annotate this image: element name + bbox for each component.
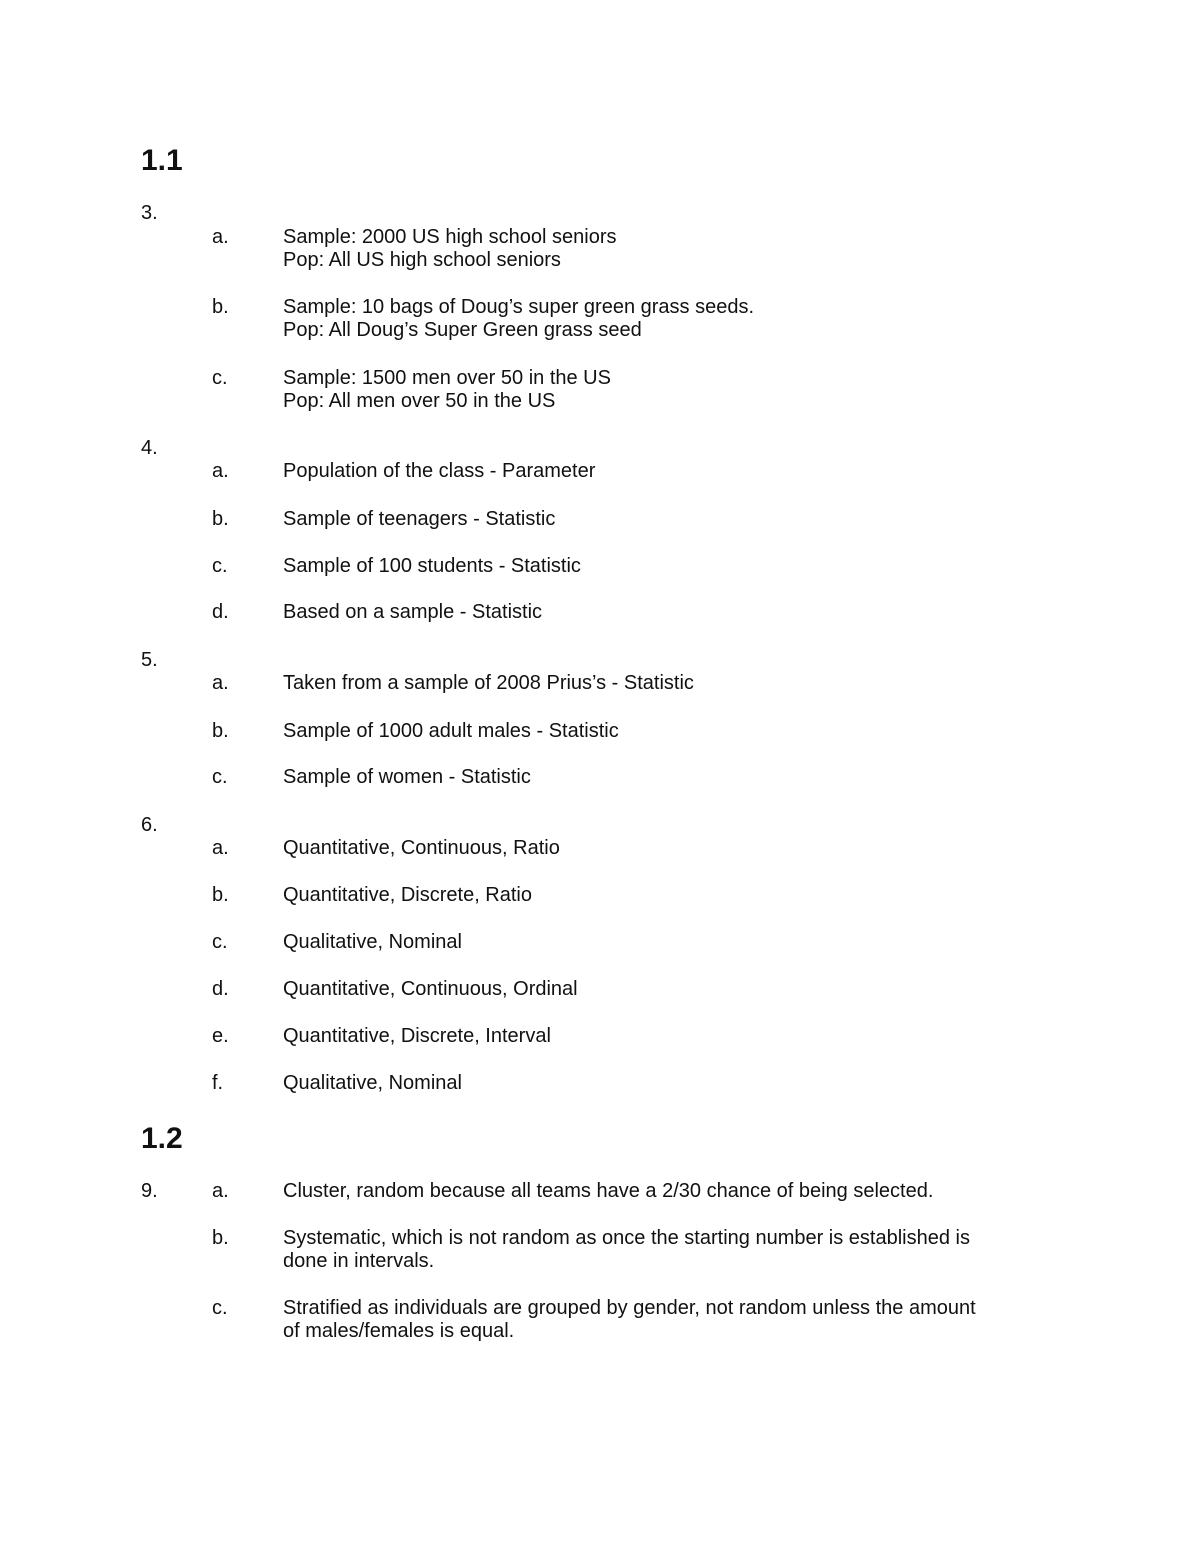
question-number-6: 6.	[141, 814, 158, 836]
item-line: Sample: 1500 men over 50 in the US	[283, 367, 611, 389]
item-line: Sample of women - Statistic	[283, 766, 531, 788]
item-line: Sample of teenagers - Statistic	[283, 508, 556, 530]
item-line: Qualitative, Nominal	[283, 1072, 462, 1094]
item-letter: a.	[212, 837, 229, 859]
item-line: Pop: All men over 50 in the US	[283, 390, 556, 412]
item-letter: a.	[212, 226, 229, 248]
item-line: Quantitative, Continuous, Ratio	[283, 837, 560, 859]
item-line: Cluster, random because all teams have a 2/30 chance of being selected.	[283, 1180, 934, 1202]
item-line: Quantitative, Continuous, Ordinal	[283, 978, 578, 1000]
item-line: of males/females is equal.	[283, 1320, 515, 1342]
item-letter: b.	[212, 508, 229, 530]
item-line: Stratified as individuals are grouped by gender, not random unless the amount	[283, 1297, 976, 1319]
item-letter: d.	[212, 978, 229, 1000]
item-letter: d.	[212, 601, 229, 623]
item-text	[283, 720, 1053, 743]
item-line: Quantitative, Discrete, Ratio	[283, 884, 532, 906]
item-line: Taken from a sample of 2008 Prius’s - Statistic	[283, 672, 694, 694]
item-text	[283, 1227, 1053, 1273]
item-line: Qualitative, Nominal	[283, 931, 462, 953]
item-letter: a.	[212, 672, 229, 694]
item-text	[283, 1072, 1053, 1095]
question-number-3: 3.	[141, 202, 158, 224]
question-number-5: 5.	[141, 649, 158, 671]
item-text	[283, 226, 1053, 272]
item-line: Population of the class - Parameter	[283, 460, 596, 482]
item-text	[283, 837, 1053, 860]
question-number-4: 4.	[141, 437, 158, 459]
item-letter: c.	[212, 367, 228, 389]
item-text	[283, 555, 1053, 578]
item-letter: c.	[212, 1297, 228, 1319]
item-line: Sample: 2000 US high school seniors	[283, 226, 617, 248]
item-text	[283, 601, 1053, 624]
item-letter: c.	[212, 931, 228, 953]
item-text	[283, 1297, 1053, 1343]
item-text	[283, 672, 1053, 695]
item-line: Based on a sample - Statistic	[283, 601, 543, 623]
item-line: done in intervals.	[283, 1250, 435, 1272]
item-text	[283, 931, 1053, 954]
item-text	[283, 978, 1053, 1001]
item-letter: f.	[212, 1072, 224, 1094]
question-number-9: 9.	[141, 1180, 158, 1202]
section-heading-1-1: 1.1	[141, 144, 183, 177]
item-line: Sample of 1000 adult males - Statistic	[283, 720, 619, 742]
section-heading-1-2: 1.2	[141, 1122, 183, 1155]
item-letter: a.	[212, 460, 229, 482]
item-letter: b.	[212, 1227, 229, 1249]
item-line: Sample of 100 students - Statistic	[283, 555, 581, 577]
item-letter: b.	[212, 884, 229, 906]
item-text	[283, 884, 1053, 907]
item-text	[283, 296, 1053, 342]
item-letter: b.	[212, 720, 229, 742]
item-text	[283, 508, 1053, 531]
item-text	[283, 460, 1053, 483]
item-letter: b.	[212, 296, 229, 318]
item-text	[283, 367, 1053, 413]
item-letter: c.	[212, 766, 228, 788]
item-text	[283, 766, 1053, 789]
item-letter: e.	[212, 1025, 229, 1047]
item-line: Quantitative, Discrete, Interval	[283, 1025, 551, 1047]
item-line: Systematic, which is not random as once the starting number is established is	[283, 1227, 970, 1249]
item-text	[283, 1025, 1053, 1048]
item-line: Pop: All US high school seniors	[283, 249, 561, 271]
item-line: Pop: All Doug’s Super Green grass seed	[283, 319, 642, 341]
item-letter: c.	[212, 555, 228, 577]
item-text	[283, 1180, 1053, 1203]
item-line: Sample: 10 bags of Doug’s super green grass seeds.	[283, 296, 755, 318]
item-letter: a.	[212, 1180, 229, 1202]
